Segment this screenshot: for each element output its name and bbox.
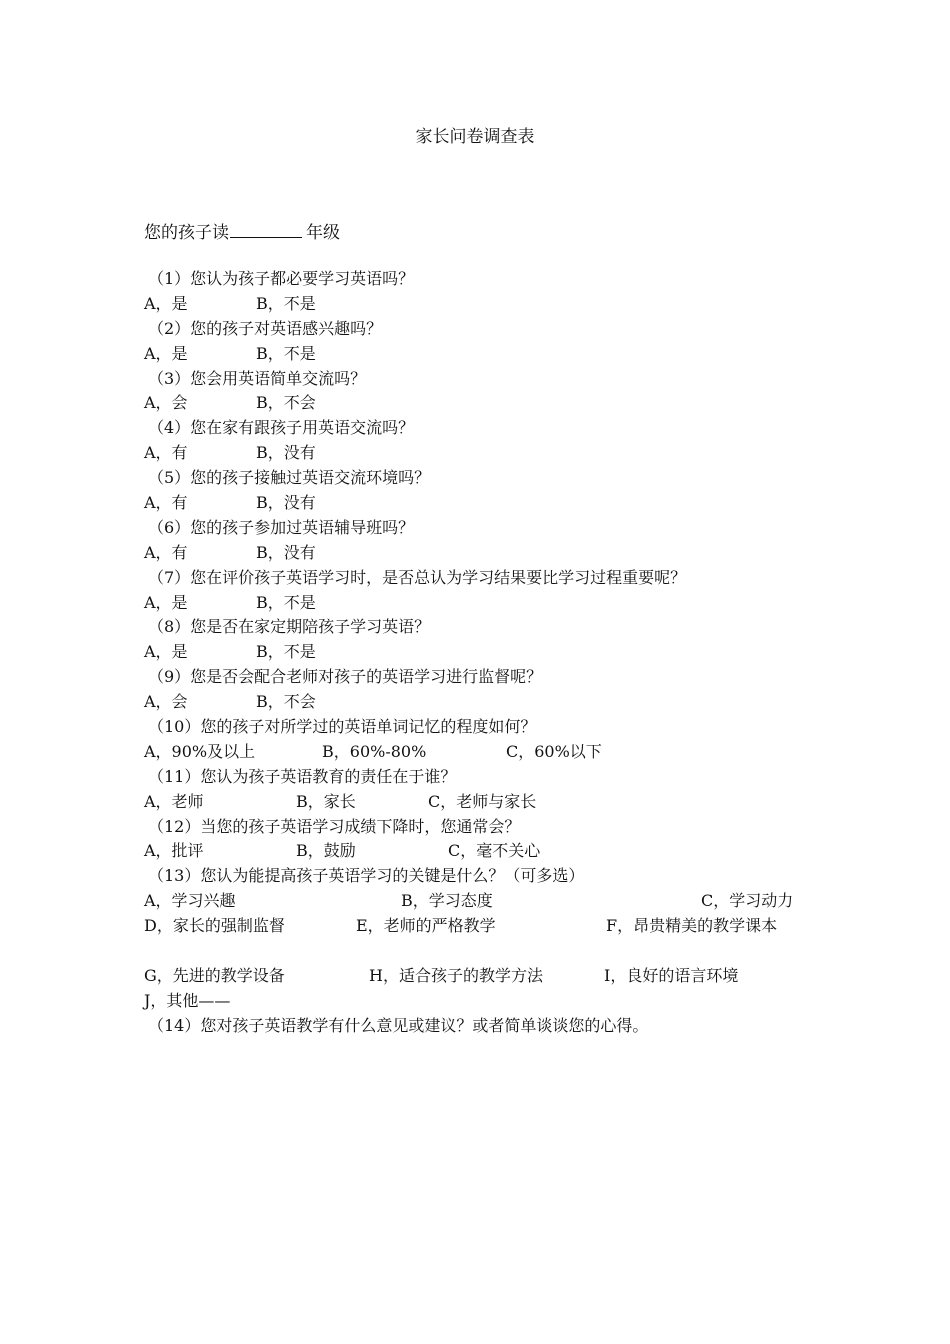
option-row	[144, 740, 824, 765]
option-row	[144, 391, 824, 416]
question-text: （7）您在评价孩子英语学习时，是否总认为学习结果要比学习过程重要呢？	[148, 567, 687, 587]
answer-option[interactable]: A，会	[144, 692, 188, 712]
answer-option[interactable]: B，不是	[256, 642, 316, 662]
option-row	[144, 491, 824, 516]
answer-option[interactable]: D，家长的强制监督	[144, 916, 285, 936]
answer-option[interactable]: B，不是	[256, 592, 316, 612]
answer-option[interactable]: B，不会	[256, 393, 316, 413]
answer-option[interactable]: B，不是	[256, 293, 316, 313]
question-text: （1）您认为孩子都必要学习英语吗？	[148, 269, 415, 288]
grade-line	[144, 220, 340, 244]
option-row	[144, 640, 824, 665]
question-text: （11）您认为孩子英语教育的责任在于谁？	[148, 766, 457, 786]
answer-option[interactable]: A，90%及以上	[144, 741, 256, 761]
option-row	[144, 914, 824, 939]
question-text: （12）当您的孩子英语学习成绩下降时，您通常会？	[148, 816, 521, 836]
answer-option[interactable]: A，老师	[144, 791, 204, 811]
question-text: （14）您对孩子英语教学有什么意见或建议？或者简单谈谈您的心得。	[148, 1015, 649, 1035]
option-row	[144, 541, 824, 566]
option-row	[144, 342, 824, 367]
answer-option[interactable]: B，没有	[256, 493, 316, 513]
answer-option[interactable]: B，鼓励	[296, 841, 356, 861]
answer-option[interactable]: C，老师与家长	[428, 791, 537, 811]
option-row	[144, 889, 824, 914]
option-row	[144, 839, 824, 864]
option-row	[144, 591, 824, 616]
answer-option[interactable]: B，不会	[256, 692, 316, 712]
page-title: 家长问卷调查表	[415, 127, 535, 147]
question-text: （13）您认为能提高孩子英语学习的关键是什么？（可多选）	[148, 866, 585, 886]
question-text: （3）您会用英语简单交流吗？	[148, 368, 367, 388]
option-row	[144, 964, 824, 989]
option-row	[144, 292, 824, 317]
option-row	[144, 989, 824, 1014]
question-text: （10）您的孩子对所学过的英语单词记忆的程度如何？	[148, 717, 537, 737]
answer-option[interactable]: A，会	[144, 393, 188, 413]
answer-option[interactable]: B，不是	[256, 343, 316, 363]
answer-option[interactable]: A，是	[144, 592, 188, 612]
answer-option[interactable]: J，其他——	[144, 990, 231, 1010]
answer-option[interactable]: A，学习兴趣	[144, 891, 236, 911]
answer-option[interactable]: A，是	[144, 642, 188, 662]
option-row	[144, 790, 824, 815]
answer-option[interactable]: E，老师的严格教学	[356, 916, 496, 936]
question-text: （8）您是否在家定期陪孩子学习英语？	[148, 617, 431, 637]
answer-option[interactable]: F，昂贵精美的教学课本	[606, 916, 778, 936]
grade-suffix: 年级	[306, 223, 340, 243]
answer-option[interactable]: A，批评	[144, 841, 204, 861]
answer-option[interactable]: B，家长	[296, 791, 356, 811]
answer-option[interactable]: H，适合孩子的教学方法	[369, 965, 543, 985]
question-text: （6）您的孩子参加过英语辅导班吗？	[148, 517, 415, 537]
answer-option[interactable]: B，60%-80%	[322, 741, 427, 761]
option-row	[144, 441, 824, 466]
answer-option[interactable]: B，没有	[256, 443, 316, 463]
answer-option[interactable]: C，60%以下	[506, 741, 602, 761]
blank-line	[144, 939, 824, 964]
question-text: （5）您的孩子接触过英语交流环境吗？	[148, 468, 431, 488]
answer-option[interactable]: B，没有	[256, 542, 316, 562]
answer-option[interactable]: A，是	[144, 343, 188, 363]
answer-option[interactable]: A，是	[144, 293, 188, 313]
grade-prefix: 您的孩子读	[144, 223, 229, 243]
answer-option[interactable]: B，学习态度	[401, 891, 493, 911]
answer-option[interactable]: C，学习动力	[701, 891, 794, 911]
question-text: （9）您是否会配合老师对孩子的英语学习进行监督呢？	[148, 667, 543, 687]
option-row	[144, 690, 824, 715]
question-text: （2）您的孩子对英语感兴趣吗？	[148, 318, 383, 338]
grade-blank[interactable]	[230, 220, 302, 238]
answer-option[interactable]: A，有	[144, 542, 188, 562]
answer-option[interactable]: C，毫不关心	[448, 841, 541, 861]
answer-option[interactable]: I，良好的语言环境	[604, 965, 739, 985]
answer-option[interactable]: A，有	[144, 493, 188, 513]
answer-option[interactable]: A，有	[144, 443, 188, 463]
question-text: （4）您在家有跟孩子用英语交流吗？	[148, 418, 415, 438]
question-list	[144, 267, 824, 1039]
answer-option[interactable]: G，先进的教学设备	[144, 965, 285, 985]
